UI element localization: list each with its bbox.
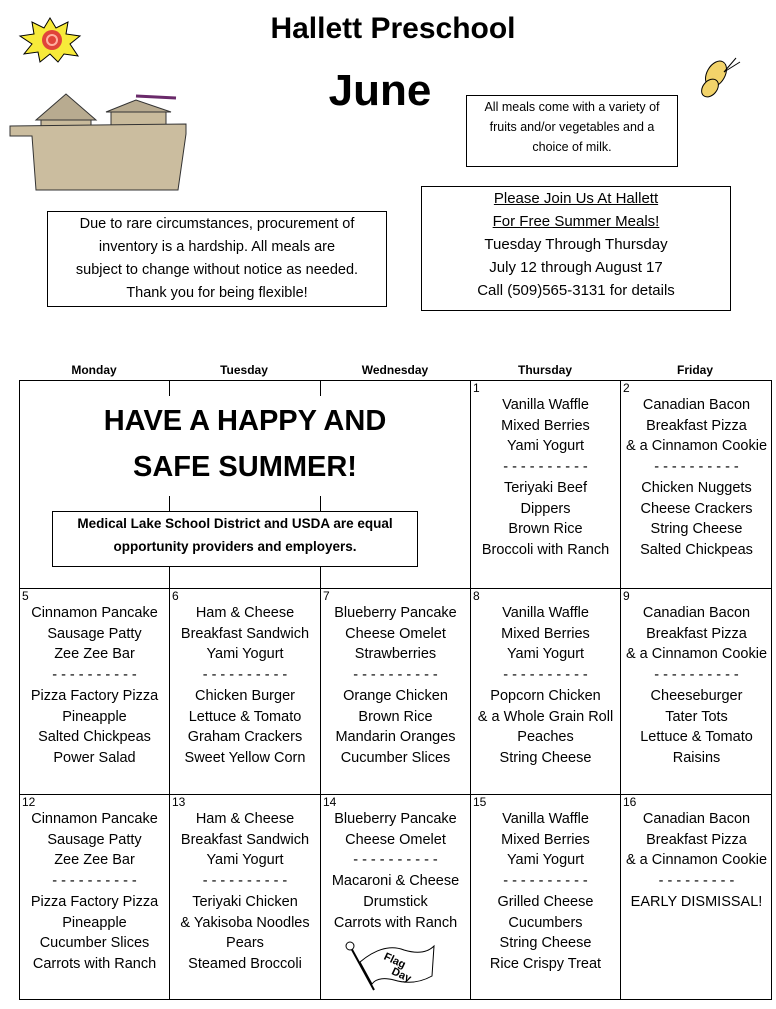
- day-number: 9: [623, 589, 630, 603]
- day-cell: [620, 794, 772, 1000]
- menu-item: Cucumber Slices: [39, 935, 150, 952]
- menu-divider: - - - - - - - - - -: [353, 852, 438, 869]
- menu-divider: - - - - - - - - - -: [503, 667, 588, 684]
- svg-text:Day: Day: [389, 965, 414, 986]
- day-cell: [169, 588, 320, 794]
- menu-item: Mandarin Oranges: [335, 729, 456, 746]
- menu-items: [170, 603, 320, 769]
- menu-item: Ham & Cheese: [195, 811, 295, 827]
- menu-item: Yami Yogurt: [206, 646, 284, 663]
- menu-item: Drumstick: [363, 893, 428, 910]
- menu-item: Lettuce & Tomato: [188, 708, 302, 725]
- month-title: June: [328, 66, 432, 115]
- menu-item: Yami Yogurt: [206, 852, 284, 869]
- menu-item: Breakfast Pizza: [646, 625, 747, 642]
- menu-item: Mixed Berries: [501, 625, 590, 642]
- menu-item: Blueberry Pancake: [334, 605, 457, 621]
- banner-line: SAFE SUMMER!: [133, 451, 357, 483]
- summer-phone: Call (509)565-3131 for details: [477, 282, 675, 299]
- menu-item: Vanilla Waffle: [502, 397, 589, 413]
- meals-note: [466, 95, 678, 167]
- menu-item: Rice Crispy Treat: [489, 955, 602, 972]
- day-number: 12: [22, 795, 36, 809]
- menu-items: [471, 809, 620, 975]
- menu-item: Orange Chicken: [343, 687, 448, 704]
- summer-banner: [20, 398, 470, 490]
- menu-item: Salted Chickpeas: [38, 729, 151, 746]
- menu-item: & a Cinnamon Cookie: [625, 852, 768, 869]
- school-title: Hallett Preschool: [270, 12, 516, 45]
- menu-divider: - - - - - - - - - -: [202, 873, 288, 890]
- day-number: 1: [473, 381, 480, 395]
- menu-item: EARLY DISMISSAL!: [630, 893, 763, 910]
- menu-item: Mixed Berries: [501, 417, 590, 434]
- menu-item: Carrots with Ranch: [32, 955, 157, 972]
- menu-divider: - - - - - - - - - -: [654, 459, 739, 476]
- menu-item: Brown Rice: [358, 708, 433, 725]
- day-number: 13: [172, 795, 186, 809]
- menu-divider: - - - - - - - - -: [658, 873, 735, 890]
- equal-opportunity-statement: [52, 511, 418, 567]
- menu-item: Sausage Patty: [47, 625, 142, 642]
- summer-heading: Please Join Us At Hallett: [493, 190, 659, 207]
- menu-item: Chicken Burger: [195, 687, 295, 704]
- menu-item: Cinnamon Pancake: [31, 811, 158, 827]
- menu-item: Breakfast Pizza: [646, 831, 747, 848]
- sun-icon: [16, 16, 84, 64]
- menu-items: [170, 809, 320, 975]
- menu-item: & a Whole Grain Roll: [477, 708, 614, 725]
- menu-item: Teriyaki Chicken: [192, 893, 298, 910]
- day-number: 2: [623, 381, 630, 395]
- menu-divider: - - - - - - - - - -: [52, 667, 137, 684]
- day-number: 7: [323, 589, 330, 603]
- menu-item: Macaroni & Cheese: [331, 873, 460, 890]
- menu-item: Tater Tots: [665, 708, 728, 725]
- day-number: 5: [22, 589, 29, 603]
- menu-item: & a Cinnamon Cookie: [625, 438, 768, 455]
- menu-item: Zee Zee Bar: [54, 852, 135, 869]
- day-header-tuesday: Tuesday: [220, 363, 268, 377]
- menu-item: Canadian Bacon: [642, 397, 751, 413]
- menu-item: Cheese Omelet: [345, 625, 446, 642]
- day-cell: [470, 588, 620, 794]
- menu-item: Popcorn Chicken: [490, 687, 601, 704]
- menu-item: Breakfast Sandwich: [180, 831, 310, 848]
- menu-item: Teriyaki Beef: [503, 479, 587, 496]
- menu-item: Canadian Bacon: [642, 605, 751, 621]
- menu-item: Lettuce & Tomato: [640, 729, 753, 746]
- day-cell: [620, 588, 772, 794]
- menu-items: [471, 395, 620, 561]
- menu-item: & Yakisoba Noodles: [180, 914, 310, 931]
- day-cell: [620, 380, 772, 588]
- menu-item: Raisins: [672, 749, 721, 766]
- day-number: 6: [172, 589, 179, 603]
- menu-divider: - - - - - - - - - -: [503, 459, 588, 476]
- notice-line: Thank you for being flexible!: [126, 285, 308, 301]
- banner-line: HAVE A HAPPY AND: [103, 405, 387, 437]
- summer-line: July 12 through August 17: [489, 259, 663, 276]
- notice-line: inventory is a hardship. All meals are: [98, 239, 336, 255]
- menu-item: Breakfast Sandwich: [180, 625, 310, 642]
- menu-item: Cheese Omelet: [345, 831, 446, 848]
- menu-item: Yami Yogurt: [506, 646, 585, 663]
- menu-item: Salted Chickpeas: [640, 541, 753, 558]
- note-line: choice of milk.: [532, 140, 612, 154]
- menu-item: Vanilla Waffle: [502, 811, 589, 827]
- menu-items: [621, 395, 772, 561]
- castle-icon: [6, 90, 286, 192]
- day-cell: [470, 794, 620, 1000]
- day-cell: [470, 380, 620, 588]
- day-number: 8: [473, 589, 480, 603]
- menu-items: [321, 809, 470, 933]
- day-cell: [320, 588, 470, 794]
- day-number: 14: [323, 795, 337, 809]
- menu-item: String Cheese: [499, 749, 592, 766]
- menu-item: Yami Yogurt: [506, 438, 585, 455]
- menu-items: [321, 603, 470, 769]
- menu-item: Breakfast Pizza: [646, 417, 747, 434]
- menu-item: Zee Zee Bar: [54, 646, 135, 663]
- menu-item: Strawberries: [354, 646, 437, 663]
- menu-items: [621, 809, 772, 913]
- inventory-notice: [47, 211, 387, 307]
- menu-divider: - - - - - - - - - -: [353, 667, 438, 684]
- eeo-line: opportunity providers and employers.: [113, 539, 357, 554]
- menu-item: Mixed Berries: [501, 831, 590, 848]
- day-header-friday: Friday: [676, 363, 713, 377]
- note-line: fruits and/or vegetables and a: [489, 120, 655, 134]
- menu-item: Pears: [226, 935, 264, 952]
- day-header-wednesday: Wednesday: [361, 363, 429, 377]
- eeo-line: Medical Lake School District and USDA are equal: [77, 516, 393, 531]
- svg-text:Flag: Flag: [381, 950, 408, 972]
- menu-item: Carrots with Ranch: [333, 914, 458, 931]
- notice-line: Due to rare circumstances, procurement of: [79, 216, 355, 232]
- menu-item: Dippers: [520, 500, 571, 517]
- menu-item: Cucumber Slices: [340, 749, 451, 766]
- summer-meals-notice: [421, 186, 731, 311]
- summer-line: Tuesday Through Thursday: [484, 236, 668, 253]
- menu-item: Sausage Patty: [47, 831, 142, 848]
- menu-divider: - - - - - - - - - -: [202, 667, 288, 684]
- day-cell: [19, 794, 169, 1000]
- menu-item: Cucumbers: [508, 914, 583, 931]
- menu-item: Peaches: [517, 729, 574, 746]
- menu-item: Pizza Factory Pizza: [30, 687, 159, 704]
- menu-divider: - - - - - - - - - -: [503, 873, 588, 890]
- menu-item: String Cheese: [650, 521, 743, 538]
- menu-item: Pineapple: [62, 914, 127, 931]
- menu-divider: - - - - - - - - - -: [52, 873, 137, 890]
- menu-item: Broccoli with Ranch: [481, 541, 610, 558]
- menu-item: Power Salad: [53, 749, 136, 766]
- menu-item: Cinnamon Pancake: [31, 605, 158, 621]
- flag-day-icon: [344, 940, 439, 992]
- summer-heading: For Free Summer Meals!: [492, 213, 660, 230]
- day-cell: [19, 588, 169, 794]
- menu-item: Yami Yogurt: [506, 852, 585, 869]
- menu-item: Steamed Broccoli: [188, 955, 302, 972]
- menu-divider: - - - - - - - - - -: [654, 667, 739, 684]
- notice-line: subject to change without notice as needed.: [75, 262, 359, 278]
- menu-item: Grilled Cheese: [497, 893, 594, 910]
- menu-item: Chicken Nuggets: [641, 479, 752, 496]
- menu-item: Canadian Bacon: [642, 811, 751, 827]
- menu-item: Pineapple: [62, 708, 127, 725]
- menu-item: Vanilla Waffle: [502, 605, 589, 621]
- menu-items: [20, 603, 169, 769]
- butterfly-icon: [696, 56, 742, 102]
- day-header-thursday: Thursday: [517, 363, 572, 377]
- day-number: 15: [473, 795, 487, 809]
- menu-item: Cheeseburger: [650, 687, 743, 704]
- menu-item: Sweet Yellow Corn: [184, 749, 306, 766]
- day-number: 16: [623, 795, 637, 809]
- menu-item: Blueberry Pancake: [334, 811, 457, 827]
- menu-item: Pizza Factory Pizza: [30, 893, 159, 910]
- menu-item: & a Cinnamon Cookie: [625, 646, 768, 663]
- menu-item: Cheese Crackers: [640, 500, 753, 517]
- menu-item: Graham Crackers: [187, 729, 303, 746]
- menu-items: [20, 809, 169, 975]
- menu-item: Ham & Cheese: [195, 605, 295, 621]
- menu-items: [471, 603, 620, 769]
- menu-item: String Cheese: [499, 935, 592, 952]
- note-line: All meals come with a variety of: [484, 100, 660, 114]
- day-header-monday: Monday: [71, 363, 117, 377]
- menu-items: [621, 603, 772, 769]
- day-cell: [169, 794, 320, 1000]
- menu-item: Brown Rice: [508, 521, 583, 538]
